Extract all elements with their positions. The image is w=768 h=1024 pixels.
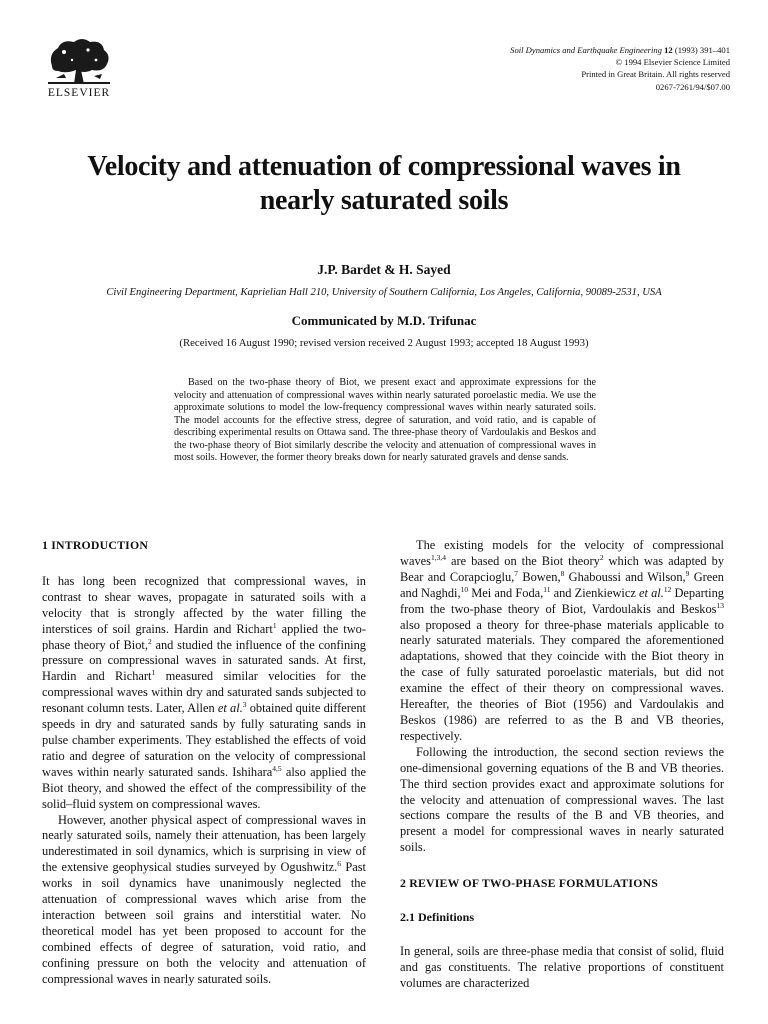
intro-paragraph-2: However, another physical aspect of compressional waves in nearly saturated soils, namely their attenuation, has been largely underestimated in soil dynamics, which is surprising in view of the extensive geophysical studies surveyed by Ogushwitz.$^6$ Past works in soil dynamics have unanimously neglected the attenuation of compressional waves which arise from the interaction between soil grains and interstitial water. No theoretical model has yet been proposed to account for the combined effects of degree of saturation, void ratio, and confining pressure on both the velocity and attenuation of compressional waves in nearly saturated soils.: [42, 812, 366, 986]
received-dates: (Received 16 August 1990; revised version received 2 August 1993; accepted 18 August 1993): [179, 337, 589, 349]
journal-year-pages: (1993) 391–401: [674, 45, 730, 55]
affiliation: Civil Engineering Department, Kaprielian Hall 210, University of Southern California, Los Angeles, California, 90089-2531, USA: [106, 287, 662, 298]
copyright-line: © 1994 Elsevier Science Limited: [615, 57, 730, 68]
journal-citation: [510, 44, 730, 56]
definitions-paragraph: In general, soils are three-phase media that consist of solid, fluid and gas constituents. The relative proportions of constituent volumes are characterized: [400, 943, 724, 990]
journal-volume: 12: [664, 45, 673, 55]
printed-line: Printed in Great Britain. All rights reserved: [581, 69, 730, 80]
paper-title: [0, 150, 768, 218]
section-2-heading: 2 REVIEW OF TWO-PHASE FORMULATIONS: [400, 876, 659, 891]
abstract: Based on the two-phase theory of Biot, we present exact and approximate expressions for the velocity and attenuation of compressional waves within nearly saturated poroelastic media. We use the approximate solutions to model the low-frequency compressional waves within nearly saturated soils. The model accounts for the effective stress, degree of saturation, and void ratio, and is capable of describing experimental results on Ottawa sand. The three-phase theory of Vardoulakis and Beskos and the two-phase theory of Biot similarly describe the velocity and attenuation of compressional waves in most soils. However, the former theory breaks down for nearly saturated gravels and dense sands.: [174, 377, 596, 463]
elsevier-logo: [38, 36, 120, 100]
intro-paragraph-1: It has long been recognized that compressional waves, in contrast to shear waves, propagate in saturated soils with a velocity that is strongly affected by the water filling the interstices of soil grains. Hardin and Richart$^1$ applied the two-phase theory of Biot,$^2$ and studied the influence of the confining pressure on compressional waves in saturated sands. At first, Hardin and Richart$^1$ measured similar velocities for the compressional waves within dry and saturated sands subjected to resonant column tests. Later, Allen et al.$^3$ obtained quite different speeds in dry and saturated sands by fully saturating sands in pulse chamber experiments. They established the effects of void ratio and degree of saturation on the velocity of compressional waves within nearly saturated sands. Ishihara$^{4,5}$ also applied the Biot theory, and showed the effect of the compressibility of the solid–fluid system on compressional waves.: [42, 573, 366, 811]
intro-paragraph-3: The existing models for the velocity of compressional waves$^{1,3,4}$ are based on the Biot theory$^2$ which was adapted by Bear and Corapcioglu,$^7$ Bowen,$^8$ Ghaboussi and Wilson,$^9$ Green and Naghdi,$^{10}$ Mei and Foda,$^{11}$ and Zienkiewicz et al.$^{12}$ Departing from the two-phase theory of Biot, Vardoulakis and Beskos$^{13}$ also proposed a theory for three-phase materials applicable to nearly saturated materials. They compared the aforementioned adaptations, showed that they coincide with the Biot theory in the case of fully saturated poroelastic materials, but did not examine the effect of their theory on compressional waves. Hereafter, the theories of Biot (1956) and Vardoulakis and Beskos (1986) are referred to as the B and VB theories, respectively.: [400, 538, 725, 743]
journal-info: [510, 44, 730, 93]
communicated-by: Communicated by M.D. Trifunac: [291, 313, 477, 328]
right-column: [400, 538, 724, 992]
intro-paragraph-4: Following the introduction, the second section reviews the one-dimensional governing equations of the B and VB theories. The third section provides exact and approximate solutions for the velocity and attenuation of compressional waves. The last sections compare the results of the B and VB theories, and present a model for compressional waves in nearly saturated soils.: [400, 744, 724, 855]
publisher-name: ELSEVIER: [47, 87, 111, 99]
authors: J.P. Bardet & H. Sayed: [317, 262, 451, 277]
section-1-heading: 1 INTRODUCTION: [42, 538, 149, 552]
elsevier-tree-logo-icon: [44, 36, 114, 86]
title-line-2: nearly saturated soils: [259, 185, 509, 216]
issn-line: 0267-7261/94/$07.00: [655, 81, 730, 92]
journal-name: Soil Dynamics and Earthquake Engineering: [510, 45, 662, 55]
subsection-2-1-heading: 2.1 Definitions: [400, 910, 475, 925]
title-line-1: Velocity and attenuation of compressional waves in: [87, 151, 681, 182]
left-column: [42, 538, 366, 987]
